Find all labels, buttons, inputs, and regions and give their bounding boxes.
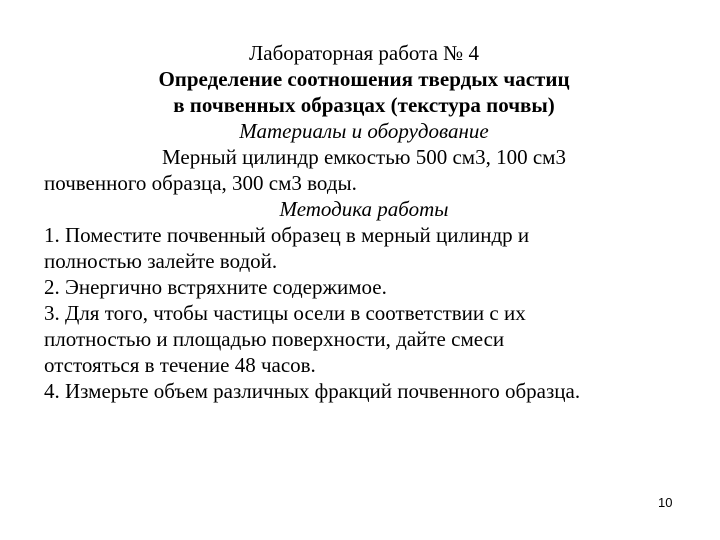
step-item-2	[44, 274, 684, 300]
step-4-line-1: 4. Измерьте объем различных фракций почвенного образца.	[44, 379, 581, 403]
subtitle-line-1: Определение соотношения твердых частиц	[158, 67, 570, 91]
step-1-line-2: полностью залейте водой.	[44, 249, 278, 273]
method-heading: Методика работы	[279, 197, 449, 221]
step-3-line-2: плотностью и площадью поверхности, дайте смеси	[44, 327, 505, 351]
step-item-3	[44, 300, 684, 378]
materials-line-1: Мерный цилиндр емкостью 500 см3, 100 см3	[162, 145, 566, 169]
step-item-1	[44, 222, 684, 274]
materials-heading: Материалы и оборудование	[239, 119, 489, 143]
materials-line-2: почвенного образца, 300 см3 воды.	[44, 171, 357, 195]
step-2-line-1: 2. Энергично встряхните содержимое.	[44, 275, 387, 299]
subtitle-line-2: в почвенных образцах (текстура почвы)	[173, 93, 555, 117]
page-number: 10	[658, 495, 673, 510]
slide-content	[44, 40, 684, 404]
step-3-line-3: отстояться в течение 48 часов.	[44, 353, 316, 377]
step-item-4	[44, 378, 684, 404]
step-3-line-1: 3. Для того, чтобы частицы осели в соответствии с их	[44, 301, 526, 325]
step-list	[44, 222, 684, 404]
lab-title: Лабораторная работа № 4	[249, 41, 479, 65]
step-1-line-1: 1. Поместите почвенный образец в мерный цилиндр и	[44, 223, 530, 247]
